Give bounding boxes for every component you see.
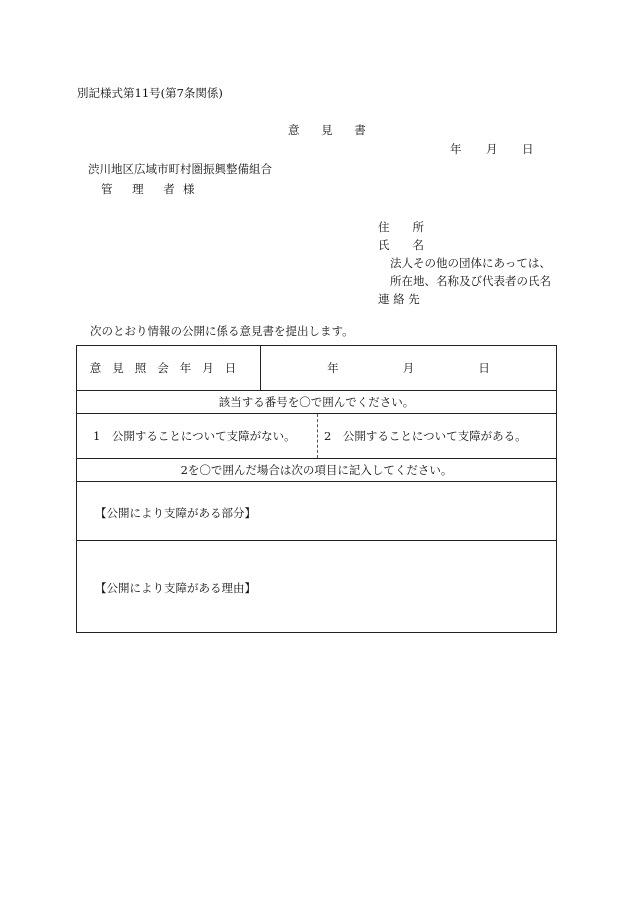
inquiry-date-label: 意見照会年月日 bbox=[77, 346, 261, 391]
objection-reason-heading: 【公開により支障がある理由】 bbox=[95, 581, 256, 595]
inquiry-day-label: 日 bbox=[478, 361, 490, 375]
objection-reason-row[interactable] bbox=[77, 541, 557, 633]
inquiry-year-label: 年 bbox=[327, 361, 339, 375]
addressee-honorific: 様 bbox=[183, 182, 195, 196]
objection-part-row[interactable] bbox=[77, 482, 557, 541]
conditional-instruction-text: 2を〇で囲んだ場合は次の項目に記入してください。 bbox=[77, 459, 557, 482]
document-title: 意 見 書 bbox=[288, 123, 375, 137]
option-2-objection[interactable]: 2 公開することについて支障がある。 bbox=[324, 429, 527, 443]
addressee-manager: 管 理 者 bbox=[101, 182, 183, 196]
instruction-row bbox=[77, 391, 557, 414]
options-row bbox=[77, 414, 557, 459]
sender-note-1: 法人その他の団体にあっては、 bbox=[390, 256, 551, 270]
objection-reason-field[interactable] bbox=[77, 541, 557, 633]
objection-part-field[interactable] bbox=[77, 482, 557, 541]
sender-note-2: 所在地、名称及び代表者の氏名 bbox=[390, 274, 551, 288]
date-day-label: 日 bbox=[522, 142, 534, 156]
intro-text: 次のとおり情報の公開に係る意見書を提出します。 bbox=[90, 324, 354, 338]
instruction-text: 該当する番号を〇で囲んでください。 bbox=[77, 391, 557, 414]
form-code: 別記様式第11号(第7条関係) bbox=[77, 86, 223, 100]
date-month-label: 月 bbox=[486, 142, 498, 156]
sender-block bbox=[378, 218, 551, 308]
inquiry-date-row bbox=[77, 346, 557, 391]
sender-contact-label: 連 絡 先 bbox=[378, 292, 420, 306]
date-year-label: 年 bbox=[450, 142, 462, 156]
conditional-instruction-row bbox=[77, 459, 557, 482]
inquiry-date-field[interactable] bbox=[261, 346, 557, 391]
objection-part-heading: 【公開により支障がある部分】 bbox=[95, 505, 256, 520]
submission-date bbox=[450, 141, 534, 157]
inquiry-month-label: 月 bbox=[402, 361, 415, 375]
opinion-form-table bbox=[76, 345, 557, 633]
option-1-no-objection[interactable]: 1 公開することについて支障がない。 bbox=[77, 414, 318, 458]
sender-name-label: 氏 名 bbox=[378, 238, 424, 252]
addressee-organization: 渋川地区広域市町村圏振興整備組合 bbox=[88, 162, 272, 176]
sender-address-label: 住 所 bbox=[378, 220, 424, 234]
